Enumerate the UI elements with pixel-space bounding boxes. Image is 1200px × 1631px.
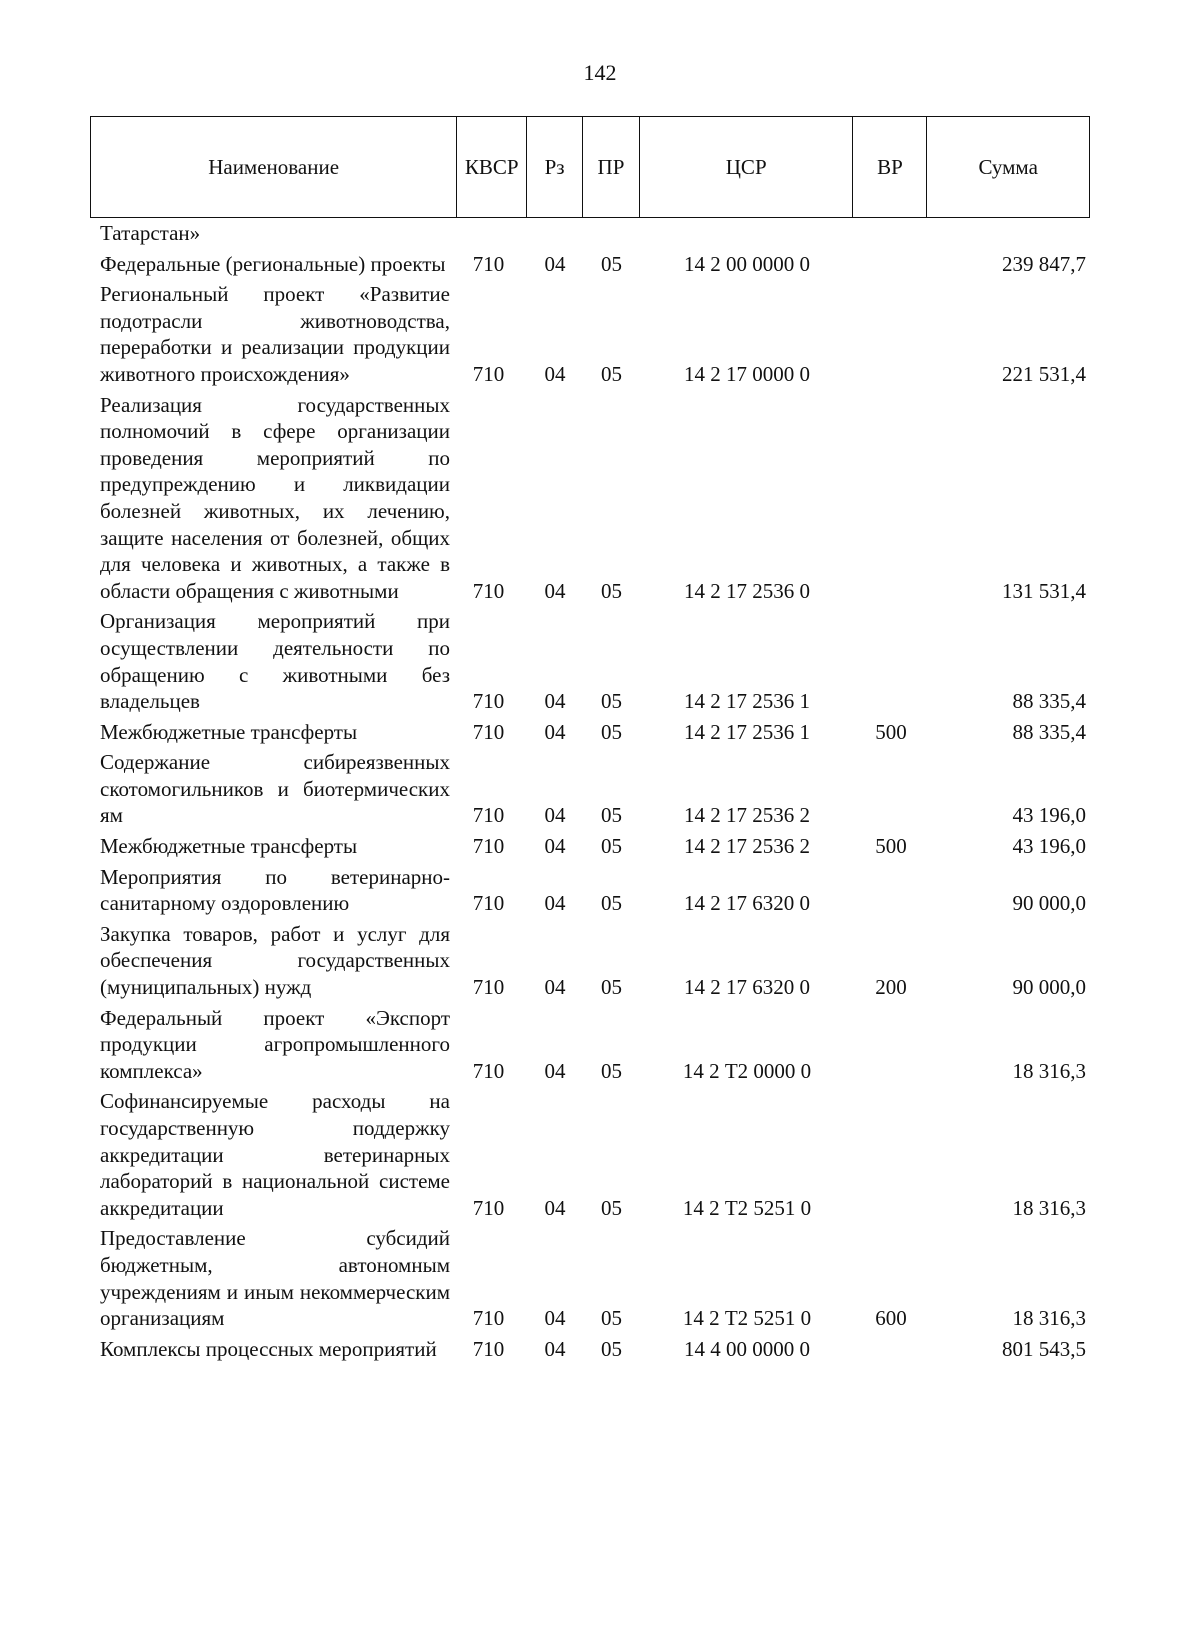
table-row bbox=[90, 251, 1090, 278]
row-rz: 04 bbox=[544, 975, 566, 1000]
row-kvsr: 710 bbox=[472, 1336, 505, 1361]
row-csr: 14 2 Т2 5251 0 bbox=[682, 1195, 812, 1220]
row-pr: 05 bbox=[601, 1306, 622, 1331]
header-sum: Сумма bbox=[978, 154, 1038, 179]
row-csr: 14 4 00 0000 0 bbox=[684, 1336, 810, 1361]
row-kvsr: 710 bbox=[472, 689, 505, 714]
row-rz: 04 bbox=[544, 251, 566, 276]
row-pr: 05 bbox=[601, 251, 622, 276]
row-sum: 90 000,0 bbox=[1012, 975, 1086, 1000]
table-row bbox=[90, 921, 1090, 1001]
row-name: Реализация государственных полномочий в сфере организации проведения мероприятий по предупреждению и ликвидации болезней животных, их лечению, защите населения от болезней, общих для человека и животных, а также в области обращения с животными bbox=[100, 392, 450, 603]
row-kvsr: 710 bbox=[472, 803, 505, 828]
table-row bbox=[90, 220, 1090, 247]
row-pr: 05 bbox=[601, 361, 622, 386]
row-rz: 04 bbox=[544, 1195, 566, 1220]
row-name: Организация мероприятий при осуществлении деятельности по обращению с животными без владельцев bbox=[100, 609, 450, 714]
row-kvsr: 710 bbox=[472, 1195, 505, 1220]
table-row bbox=[90, 281, 1090, 387]
table-row bbox=[90, 833, 1090, 860]
row-sum: 88 335,4 bbox=[1012, 689, 1086, 714]
row-rz: 04 bbox=[544, 719, 566, 744]
row-pr: 05 bbox=[601, 1336, 622, 1361]
header-vr: ВР bbox=[853, 117, 927, 217]
header-rz: Рз bbox=[527, 117, 583, 217]
row-pr: 05 bbox=[601, 578, 622, 603]
row-pr: 05 bbox=[601, 1058, 622, 1083]
page-number: 142 bbox=[583, 60, 617, 85]
row-name: Межбюджетные трансферты bbox=[100, 719, 358, 744]
row-kvsr: 710 bbox=[472, 1306, 505, 1331]
row-sum: 131 531,4 bbox=[1002, 578, 1086, 603]
row-csr: 14 2 00 0000 0 bbox=[684, 251, 810, 276]
row-sum: 18 316,3 bbox=[1012, 1195, 1086, 1220]
row-vr: 500 bbox=[875, 719, 907, 744]
row-pr: 05 bbox=[601, 803, 622, 828]
row-kvsr: 710 bbox=[472, 834, 505, 859]
row-name: Федеральные (региональные) проекты bbox=[100, 251, 446, 276]
header-name: Наименование bbox=[91, 117, 457, 217]
row-csr: 14 2 17 2536 1 bbox=[684, 689, 810, 714]
table-body bbox=[90, 220, 1090, 1362]
row-sum: 239 847,7 bbox=[1002, 251, 1086, 276]
row-rz: 04 bbox=[544, 834, 566, 859]
row-name: Мероприятия по ветеринарно-санитарному оздоровлению bbox=[100, 864, 450, 916]
row-rz: 04 bbox=[544, 689, 566, 714]
row-kvsr: 710 bbox=[472, 1058, 505, 1083]
table-row bbox=[90, 1088, 1090, 1221]
row-name: Региональный проект «Развитие подотрасли животноводства, переработки и реализации продукции животного происхождения» bbox=[100, 282, 450, 386]
row-sum: 18 316,3 bbox=[1012, 1306, 1086, 1331]
row-rz: 04 bbox=[544, 1336, 566, 1361]
row-rz: 04 bbox=[544, 891, 566, 916]
row-csr: 14 2 Т2 5251 0 bbox=[682, 1306, 812, 1331]
row-name: Татарстан» bbox=[100, 221, 201, 245]
row-name: Комплексы процессных мероприятий bbox=[100, 1336, 437, 1361]
header-pr: ПР bbox=[583, 117, 640, 217]
table-row bbox=[90, 392, 1090, 605]
row-sum: 801 543,5 bbox=[1002, 1336, 1086, 1361]
row-name: Софинансируемые расходы на государственную поддержку аккредитации ветеринарных лабораторий в национальной системе аккредитации bbox=[100, 1089, 450, 1220]
row-name: Федеральный проект «Экспорт продукции агропромышленного комплекса» bbox=[100, 1005, 450, 1083]
row-csr: 14 2 17 2536 2 bbox=[684, 834, 810, 859]
row-sum: 18 316,3 bbox=[1012, 1058, 1086, 1083]
row-csr: 14 2 17 2536 0 bbox=[684, 578, 810, 603]
table-row bbox=[90, 719, 1090, 746]
table-row bbox=[90, 1336, 1090, 1363]
row-vr: 200 bbox=[875, 975, 907, 1000]
row-sum: 90 000,0 bbox=[1012, 891, 1086, 916]
table-row bbox=[90, 1225, 1090, 1331]
row-pr: 05 bbox=[601, 975, 622, 1000]
row-pr: 05 bbox=[601, 1195, 622, 1220]
row-pr: 05 bbox=[601, 689, 622, 714]
row-kvsr: 710 bbox=[472, 578, 505, 603]
row-kvsr: 710 bbox=[472, 361, 505, 386]
row-csr: 14 2 Т2 0000 0 bbox=[682, 1058, 812, 1083]
row-name: Межбюджетные трансферты bbox=[100, 834, 358, 859]
row-csr: 14 2 17 2536 2 bbox=[684, 803, 810, 828]
row-rz: 04 bbox=[544, 578, 566, 603]
table-row bbox=[90, 1005, 1090, 1085]
table-row bbox=[90, 608, 1090, 714]
row-kvsr: 710 bbox=[472, 719, 505, 744]
table-row bbox=[90, 749, 1090, 829]
row-sum: 88 335,4 bbox=[1012, 719, 1086, 744]
row-rz: 04 bbox=[544, 1306, 566, 1331]
row-csr: 14 2 17 6320 0 bbox=[684, 891, 810, 916]
row-csr: 14 2 17 0000 0 bbox=[684, 361, 810, 386]
row-rz: 04 bbox=[544, 1058, 566, 1083]
row-name: Содержание сибиреязвенных скотомогильников и биотермических ям bbox=[100, 750, 450, 828]
row-csr: 14 2 17 2536 1 bbox=[684, 719, 810, 744]
row-pr: 05 bbox=[601, 834, 622, 859]
row-sum: 43 196,0 bbox=[1012, 803, 1086, 828]
table-row bbox=[90, 864, 1090, 917]
row-sum: 221 531,4 bbox=[1002, 361, 1086, 386]
row-name: Закупка товаров, работ и услуг для обеспечения государственных (муниципальных) нужд bbox=[100, 921, 450, 1000]
row-rz: 04 bbox=[544, 803, 566, 828]
table-header bbox=[90, 116, 1090, 218]
row-kvsr: 710 bbox=[472, 891, 505, 916]
header-csr: ЦСР bbox=[640, 117, 854, 217]
row-sum: 43 196,0 bbox=[1012, 834, 1086, 859]
row-pr: 05 bbox=[601, 891, 622, 916]
row-rz: 04 bbox=[544, 361, 566, 386]
row-kvsr: 710 bbox=[472, 975, 505, 1000]
row-csr: 14 2 17 6320 0 bbox=[684, 975, 810, 1000]
header-kvsr: КВСР bbox=[457, 117, 527, 217]
row-vr: 500 bbox=[875, 834, 907, 859]
row-pr: 05 bbox=[601, 719, 622, 744]
row-vr: 600 bbox=[875, 1306, 907, 1331]
row-kvsr: 710 bbox=[472, 251, 505, 276]
row-name: Предоставление субсидий бюджетным, автономным учреждениям и иным некоммерческим организациям bbox=[100, 1226, 450, 1331]
